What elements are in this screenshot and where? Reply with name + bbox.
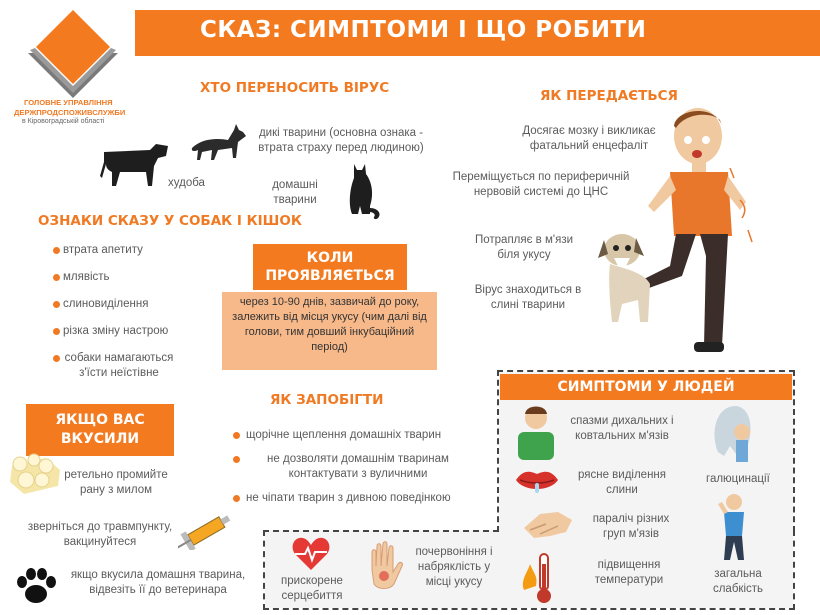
dog-icon	[592, 228, 666, 324]
bitten-step: ретельно промийте рану з милом	[64, 469, 168, 496]
logo-diamond-icon	[18, 8, 128, 100]
prevent-item: не дозволяти домашнім тваринам контактувати з вуличними	[267, 453, 449, 480]
symptom-heartbeat: прискорене серцебиття	[281, 575, 343, 602]
bullet	[53, 355, 60, 362]
paw-icon	[14, 566, 58, 606]
sign-item: собаки намагаються з'їсти неїстівне	[64, 352, 174, 379]
bitten-step: зверніться до травмпункту, вакцинуйтеся	[27, 521, 173, 548]
when-text: через 10-90 днів, зазвичай до року, залежить від місця укусу (чим далі від голови, тим довший інкубаційний період)	[232, 296, 427, 353]
sign-item: слиновиділення	[63, 298, 149, 310]
transmission-heading: ЯК ПЕРЕДАЄТЬСЯ	[540, 88, 678, 104]
ghost-icon	[710, 402, 756, 464]
carrier-wild-text: дикі тварини (основна ознака - втрата страху перед людиною)	[258, 127, 424, 154]
bullet	[53, 328, 60, 335]
bitten-heading: ЯКЩО ВАС ВКУСИЛИ	[26, 404, 174, 456]
hands-icon	[520, 504, 576, 544]
hand-icon	[364, 540, 406, 592]
carrier-pets-text: домашні тварини	[272, 179, 318, 206]
bitten-step: якщо вкусила домашня тварина, відвезіть її до ветеринара	[70, 569, 246, 596]
lips-icon	[514, 466, 560, 496]
symptoms-border-top-lower	[263, 530, 499, 532]
transmission-step: Переміщується по периферичній нервовій системі до ЦНС	[452, 171, 630, 198]
motion-lines-icon	[720, 160, 760, 250]
sign-item: втрата апетиту	[63, 244, 143, 256]
soap-icon	[6, 452, 64, 496]
symptom-fever: підвищення температури	[594, 559, 664, 586]
bullet	[233, 456, 240, 463]
transmission-step: Досягає мозку і викликає фатальний енцефаліт	[522, 125, 656, 152]
symptom-paralysis: параліч різних груп м'язів	[592, 513, 670, 540]
sign-item: млявість	[63, 271, 110, 283]
cat-icon	[340, 160, 384, 222]
bullet	[233, 495, 240, 502]
thermometer-icon	[520, 550, 560, 606]
bullet	[53, 247, 60, 254]
heart-icon	[291, 536, 331, 572]
prevent-heading: ЯК ЗАПОБІГТИ	[270, 392, 384, 408]
man-sick-icon	[514, 404, 558, 460]
bullet	[53, 301, 60, 308]
carriers-heading: ХТО ПЕРЕНОСИТЬ ВІРУС	[200, 80, 390, 96]
transmission-step: Вірус знаходиться в слині тварини	[474, 284, 582, 311]
when-heading: КОЛИ ПРОЯВЛЯЄТЬСЯ	[253, 244, 407, 290]
logo-line-2: ДЕРЖПРОДСПОЖИВСЛУЖБИ	[14, 108, 126, 117]
bullet	[53, 274, 60, 281]
symptoms-heading: СИМПТОМИ У ЛЮДЕЙ	[500, 374, 792, 400]
prevent-item: щорічне щеплення домашніх тварин	[246, 429, 442, 441]
fox-icon	[188, 120, 248, 162]
bullet	[233, 432, 240, 439]
symptom-redness: почервоніння і набряклість у місці укусу	[415, 546, 493, 588]
prevent-item: не чіпати тварин з дивною поведінкою	[246, 492, 451, 504]
sign-item: різка зміну настрою	[63, 325, 169, 337]
logo	[14, 8, 128, 128]
page-title: СКАЗ: СИМПТОМИ І ЩО РОБИТИ	[200, 17, 647, 43]
symptom-spasms: спазми дихальних і ковтальних м'язів	[570, 415, 674, 442]
symptom-weakness: загальна слабкість	[712, 568, 764, 595]
logo-line-3: в Кіровоградській області	[22, 118, 105, 125]
transmission-step: Потрапляє в м'язи біля укусу	[474, 234, 574, 261]
signs-heading: ОЗНАКИ СКАЗУ У СОБАК І КІШОК	[38, 213, 302, 229]
carrier-cattle-text: худоба	[168, 177, 205, 189]
logo-line-1: ГОЛОВНЕ УПРАВЛІННЯ	[24, 98, 113, 107]
symptom-hallucinations: галюцинації	[706, 473, 770, 485]
weak-man-icon	[712, 492, 756, 562]
symptom-saliva: рясне виділення слини	[577, 469, 667, 496]
syringe-icon	[178, 510, 238, 550]
bull-icon	[98, 138, 170, 190]
